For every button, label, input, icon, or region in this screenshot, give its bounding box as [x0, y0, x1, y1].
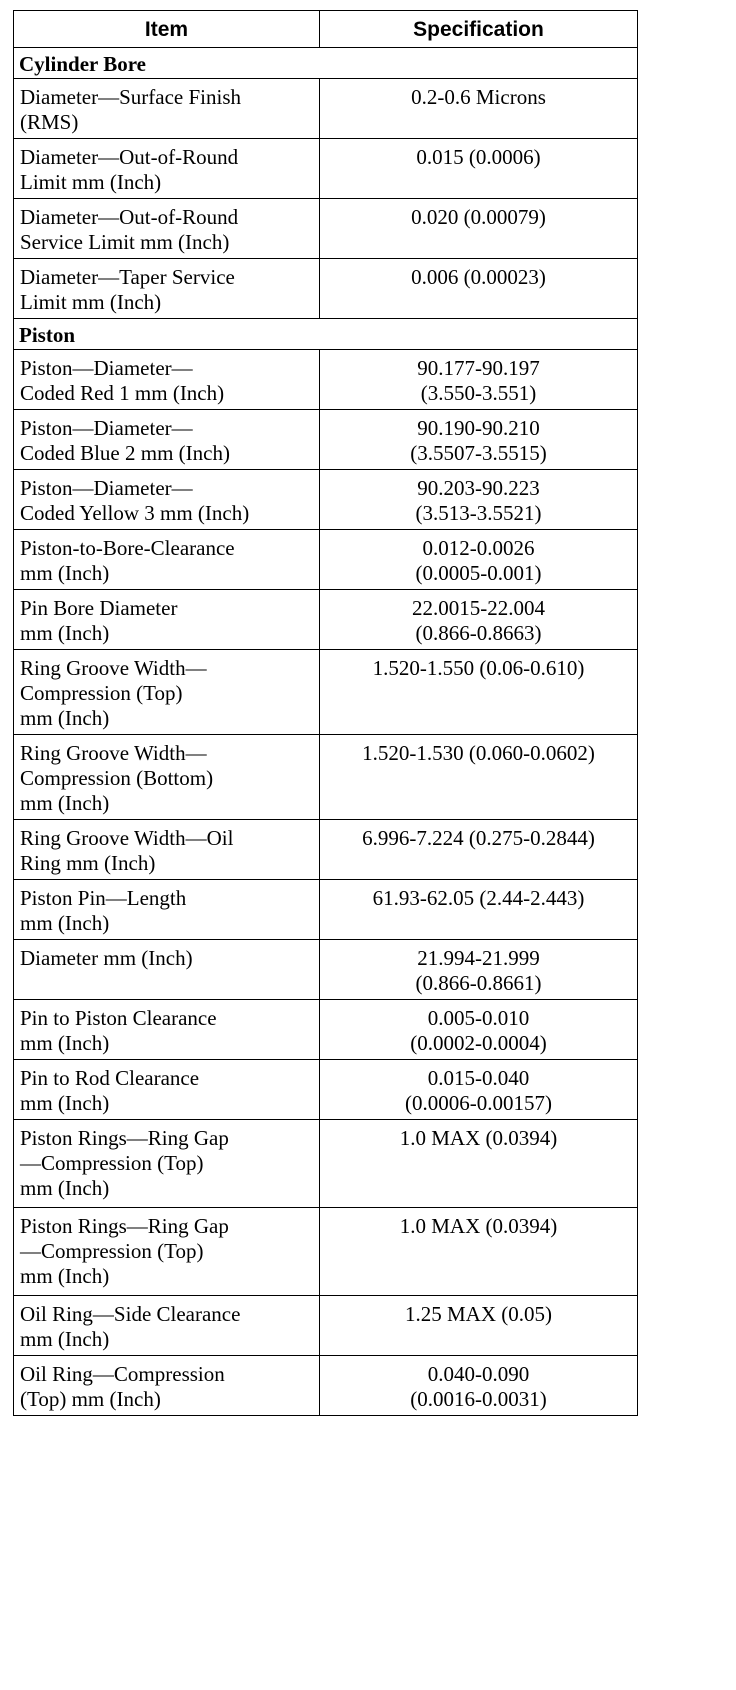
spec-cell: [320, 470, 638, 530]
table-row: [14, 350, 638, 410]
item-cell: [14, 820, 320, 880]
spec-text: 61.93-62.05 (2.44-2.443): [372, 886, 585, 910]
item-cell: [14, 1060, 320, 1120]
item-text: Coded Red 1 mm (Inch): [20, 381, 225, 405]
spec-cell: [320, 880, 638, 940]
spec-text: 22.0015-22.004: [412, 596, 545, 620]
item-text: Compression (Bottom): [20, 766, 214, 790]
item-text: Diameter—Surface Finish: [20, 85, 242, 109]
item-cell: [14, 470, 320, 530]
spec-text: (0.866-0.8661): [415, 971, 542, 995]
item-cell: [14, 530, 320, 590]
item-text: Oil Ring—Compression: [20, 1362, 225, 1386]
spec-text: 0.040-0.090: [427, 1362, 530, 1386]
item-text: mm (Inch): [20, 1327, 110, 1351]
item-text: Piston Pin—Length: [20, 886, 187, 910]
item-text: Diameter—Out-of-Round: [20, 205, 239, 229]
table-row: [14, 470, 638, 530]
spec-text: (3.5507-3.5515): [410, 441, 547, 465]
table-row: [14, 1120, 638, 1208]
item-cell: [14, 735, 320, 820]
item-text: mm (Inch): [20, 1091, 110, 1115]
spec-cell: [320, 940, 638, 1000]
item-text: Diameter—Out-of-Round: [20, 145, 239, 169]
table-row: [14, 940, 638, 1000]
item-text: —Compression (Top): [20, 1239, 204, 1263]
item-text: Piston Rings—Ring Gap: [20, 1126, 229, 1150]
table-row: [14, 1208, 638, 1296]
item-text: —Compression (Top): [20, 1151, 204, 1175]
item-text: Limit mm (Inch): [20, 290, 162, 314]
spec-cell: [320, 530, 638, 590]
spec-cell: [320, 350, 638, 410]
spec-text: 0.012-0.0026: [422, 536, 535, 560]
spec-cell: [320, 1120, 638, 1208]
table-row: [14, 880, 638, 940]
table-row: [14, 259, 638, 319]
table-row: [14, 1296, 638, 1356]
spec-text: 90.190-90.210: [417, 416, 540, 440]
spec-text: 0.2-0.6 Microns: [411, 85, 546, 109]
spec-text: 0.015-0.040: [427, 1066, 530, 1090]
item-text: Ring Groove Width—: [20, 741, 207, 765]
table-row: [14, 1060, 638, 1120]
table-header-row: [14, 11, 638, 48]
spec-cell: [320, 1000, 638, 1060]
item-text: Diameter mm (Inch): [20, 946, 193, 970]
item-text: Ring mm (Inch): [20, 851, 156, 875]
item-text: Diameter—Taper Service: [20, 265, 235, 289]
spec-text: 90.177-90.197: [417, 356, 540, 380]
item-cell: [14, 1356, 320, 1416]
table-row: [14, 590, 638, 650]
spec-text: 0.006 (0.00023): [411, 265, 546, 289]
spec-cell: [320, 590, 638, 650]
item-text: Piston—Diameter—: [20, 356, 193, 380]
table-row: [14, 199, 638, 259]
spec-text: 0.020 (0.00079): [411, 205, 546, 229]
spec-text: (0.0016-0.0031): [410, 1387, 547, 1411]
item-cell: [14, 650, 320, 735]
item-text: mm (Inch): [20, 706, 110, 730]
item-text: Ring Groove Width—Oil: [20, 826, 234, 850]
item-text: (RMS): [20, 110, 79, 134]
item-cell: [14, 1296, 320, 1356]
table-row: [14, 820, 638, 880]
item-cell: [14, 199, 320, 259]
spec-text: (0.0005-0.001): [415, 561, 542, 585]
section-header-row: [14, 319, 638, 350]
table-row: [14, 1356, 638, 1416]
item-text: Piston-to-Bore-Clearance: [20, 536, 235, 560]
item-cell: [14, 1208, 320, 1296]
item-text: Limit mm (Inch): [20, 170, 162, 194]
item-text: Coded Blue 2 mm (Inch): [20, 441, 230, 465]
item-cell: [14, 590, 320, 650]
table-row: [14, 79, 638, 139]
spec-text: 1.520-1.530 (0.060-0.0602): [362, 741, 595, 765]
item-text: mm (Inch): [20, 1176, 110, 1200]
table-row: [14, 410, 638, 470]
spec-cell: [320, 139, 638, 199]
item-cell: [14, 139, 320, 199]
spec-cell: [320, 410, 638, 470]
spec-text: (0.866-0.8663): [415, 621, 542, 645]
spec-text: 0.015 (0.0006): [416, 145, 541, 169]
spec-text: 21.994-21.999: [417, 946, 540, 970]
table-row: [14, 139, 638, 199]
column-header-item: Item: [14, 11, 320, 48]
table-row: [14, 530, 638, 590]
item-cell: [14, 1120, 320, 1208]
spec-text: 0.005-0.010: [427, 1006, 530, 1030]
item-cell: [14, 350, 320, 410]
spec-text: 1.520-1.550 (0.06-0.610): [372, 656, 585, 680]
item-cell: [14, 79, 320, 139]
item-text: Service Limit mm (Inch): [20, 230, 230, 254]
item-text: Coded Yellow 3 mm (Inch): [20, 501, 250, 525]
spec-cell: [320, 199, 638, 259]
item-cell: [14, 880, 320, 940]
item-cell: [14, 259, 320, 319]
spec-cell: [320, 259, 638, 319]
spec-text: (3.550-3.551): [420, 381, 537, 405]
section-title: Cylinder Bore: [14, 48, 638, 79]
item-cell: [14, 1000, 320, 1060]
spec-text: 1.0 MAX (0.0394): [399, 1126, 558, 1150]
item-text: Piston Rings—Ring Gap: [20, 1214, 229, 1238]
spec-cell: [320, 650, 638, 735]
item-text: mm (Inch): [20, 621, 110, 645]
item-cell: [14, 410, 320, 470]
table-row: [14, 650, 638, 735]
spec-cell: [320, 820, 638, 880]
spec-cell: [320, 1208, 638, 1296]
spec-cell: [320, 1356, 638, 1416]
item-text: Ring Groove Width—: [20, 656, 207, 680]
item-text: Pin to Piston Clearance: [20, 1006, 217, 1030]
table-row: [14, 735, 638, 820]
spec-text: 6.996-7.224 (0.275-0.2844): [362, 826, 595, 850]
section-title: Piston: [14, 319, 638, 350]
item-text: mm (Inch): [20, 1264, 110, 1288]
item-text: Pin to Rod Clearance: [20, 1066, 200, 1090]
item-cell: [14, 940, 320, 1000]
column-header-specification: Specification: [320, 11, 638, 48]
item-text: (Top) mm (Inch): [20, 1387, 161, 1411]
spec-cell: [320, 1296, 638, 1356]
section-header-row: [14, 48, 638, 79]
item-text: mm (Inch): [20, 791, 110, 815]
specification-table: [13, 10, 638, 1416]
item-text: Compression (Top): [20, 681, 183, 705]
item-text: Oil Ring—Side Clearance: [20, 1302, 241, 1326]
spec-text: 90.203-90.223: [417, 476, 540, 500]
spec-text: 1.25 MAX (0.05): [405, 1302, 552, 1326]
item-text: mm (Inch): [20, 1031, 110, 1055]
spec-text: (3.513-3.5521): [415, 501, 542, 525]
item-text: mm (Inch): [20, 911, 110, 935]
item-text: Piston—Diameter—: [20, 416, 193, 440]
table-row: [14, 1000, 638, 1060]
spec-cell: [320, 735, 638, 820]
spec-cell: [320, 79, 638, 139]
spec-cell: [320, 1060, 638, 1120]
item-text: mm (Inch): [20, 561, 110, 585]
item-text: Pin Bore Diameter: [20, 596, 178, 620]
item-text: Piston—Diameter—: [20, 476, 193, 500]
spec-text: (0.0002-0.0004): [410, 1031, 547, 1055]
spec-text: (0.0006-0.00157): [405, 1091, 552, 1115]
spec-text: 1.0 MAX (0.0394): [399, 1214, 558, 1238]
